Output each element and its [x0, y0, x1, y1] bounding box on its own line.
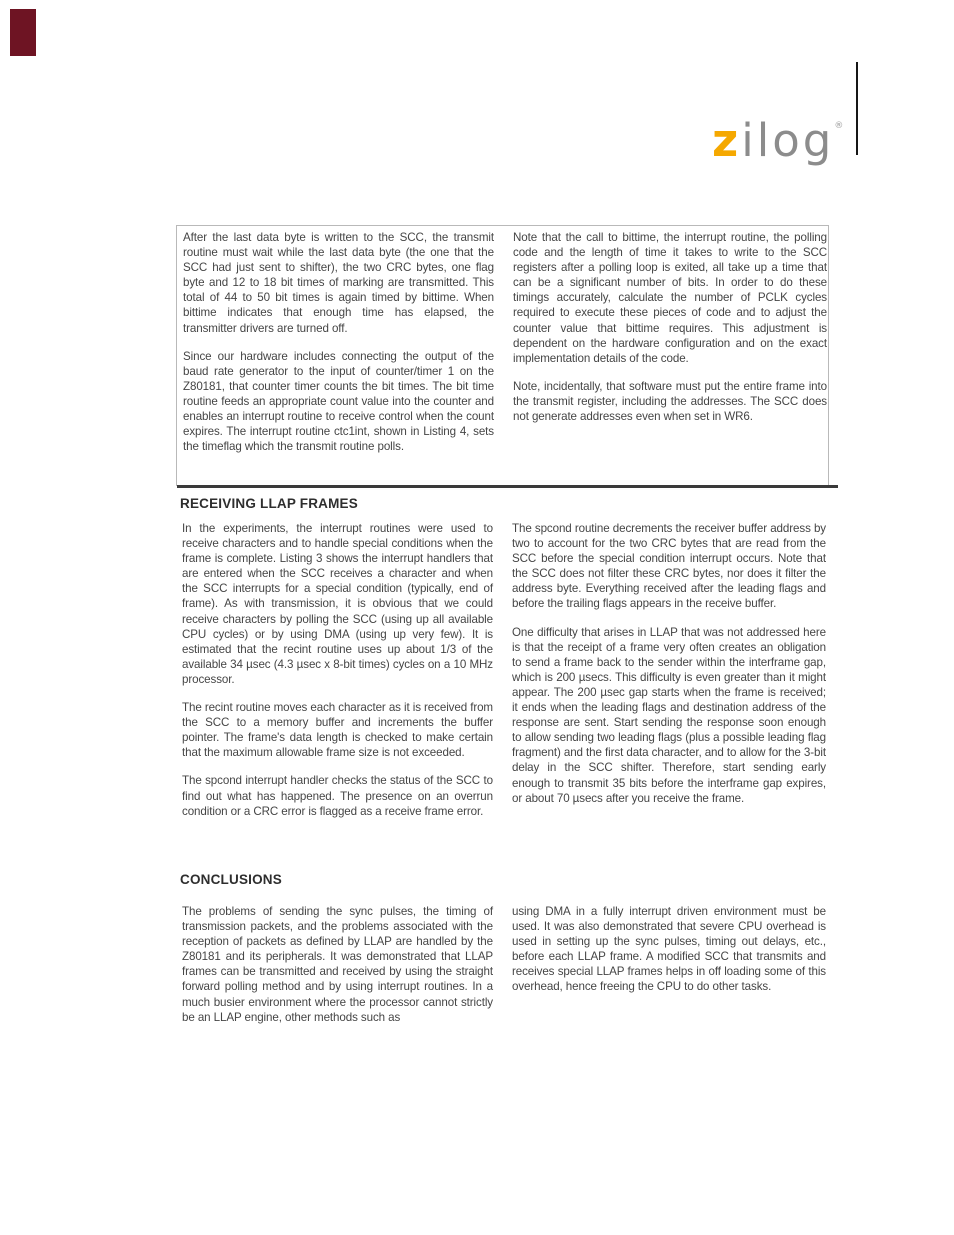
intro-left-column: [183, 230, 494, 486]
conclusions-section-heading: CONCLUSIONS: [180, 872, 282, 887]
conclusions-section-body: [182, 904, 834, 1038]
intro-right-column: [513, 230, 827, 486]
receiving-left-column: [182, 521, 493, 832]
paragraph: One difficulty that arises in LLAP that was not addressed here is that the receipt of a frame very often creates an obligation to send a frame back to the sender within the interframe gap, which is 200 µsecs. This difficulty is even greater than it might appear. The 200 µsec gap starts when the frame is received; it ends when the leading flags and destination address of the response are sent. Start sending the response soon enough to allow sending two leading flags (plus a possible leading flag fragment) and the first data character, and to allow for the 3-bit delay in the SCC shifter. Therefore, start sending early enough to transmit 35 bits before the interframe gap expires, or about 70 µsecs after you receive the frame.: [512, 625, 826, 805]
paragraph: The spcond interrupt handler checks the status of the SCC to find out what has happened. The presence on an overrun condition or a CRC error is flagged as a receive frame error.: [182, 774, 493, 818]
paragraph: In the experiments, the interrupt routines were used to receive characters and to handle special conditions when the frame is complete. Listing 3 shows the interrupt handlers that are entered when the SCC receives a character and when the SCC interrupts for a special condition (typically, end of frame). As with transmission, it is obvious that we could receive characters by polling the SCC (using up all available CPU cycles) or by using DMA (using up very few). It is estimated that the recint routine uses up about 1/3 of the available 34 µsec (4.3 µsec x 8-bit times) cycles on a 10 MHz processor.: [182, 522, 493, 686]
paragraph: Note that the call to bittime, the interrupt routine, the polling code and the length of time it takes to write to the SCC registers after a polling loop is exited, all take up a time that can be a significant number of bits. In order to do these timings accurately, calculate the number of PCLK cycles required to execute these pieces of code and to adjust the counter value that bittime requires. This adjustment is dependent on the hardware configuration and on the exact implementation details of the code.: [513, 231, 827, 365]
receiving-section-heading: RECEIVING LLAP FRAMES: [180, 496, 358, 511]
registered-trademark-icon: ®: [834, 121, 844, 131]
paragraph: Note, incidentally, that software must put the entire frame into the transmit register, including the addresses. The SCC does not generate addresses even when set in WR6.: [513, 379, 827, 424]
logo-letter-z: z: [712, 114, 742, 167]
paragraph: The recint routine moves each character as it is received from the SCC to a memory buffer and increments the buffer pointer. The frame's data length is checked to make certain that the maximum allowable frame size is not exceeded.: [182, 701, 493, 760]
zilog-logo: [712, 98, 844, 167]
paragraph: After the last data byte is written to the SCC, the transmit routine must wait while the last data byte (the one that the SCC had just sent to shifter), the two CRC bytes, one flag byte and 12 to 18 bit times of marking are transmitted. This total of 44 to 50 bit times is again timed by bittime. When bittime indicates that enough time has elapsed, the transmitter drivers are turned off.: [183, 231, 494, 335]
logo-vertical-bar: [856, 62, 858, 155]
intro-framed-block: [176, 225, 829, 486]
receiving-right-column: [512, 521, 826, 832]
logo-text: ilog: [741, 114, 835, 167]
paragraph: The spcond routine decrements the receiver buffer address by two to account for the two CRC bytes that are read from the SCC before the special condition interrupt occurs. Note that the SCC does not filter these CRC bytes, nor does it filter the address byte. Everything received after the leading flags and before the trailing flags appears in the receive buffer.: [512, 522, 826, 611]
corner-print-mark: [10, 9, 36, 56]
conclusions-left-column: [182, 904, 493, 1038]
section-divider-rule: [177, 485, 838, 488]
paragraph: using DMA in a fully interrupt driven environment must be used. It was also demonstrated that severe CPU overhead is used in setting up the sync pulses, timing out delays, etc., before each LLAP frame. A modified SCC that transmits and receives special LLAP frames helps in off loading some of this overhead, hence freeing the CPU to do other tasks.: [512, 905, 826, 994]
receiving-section-body: [182, 521, 834, 832]
conclusions-right-column: [512, 904, 826, 1038]
paragraph: Since our hardware includes connecting the output of the baud rate generator to the input of counter/timer 1 on the Z80181, that counter timer counts the bit times. The bit time routine feeds an appropriate count value into the counter and enables an interrupt routine to receive control when the count expires. The interrupt routine ctc1int, shown in Listing 4, sets the timeflag which the transmit routine polls.: [183, 349, 494, 454]
paragraph: The problems of sending the sync pulses, the timing of transmission packets, and the problems associated with the reception of packets as defined by LLAP are handled by the Z80181 and its peripherals. It was demonstrated that LLAP frames can be transmitted and received by using the straight forward polling method and by using interrupt routines. In a much busier environment where the processor cannot strictly be an LLAP engine, other methods such as: [182, 905, 493, 1024]
